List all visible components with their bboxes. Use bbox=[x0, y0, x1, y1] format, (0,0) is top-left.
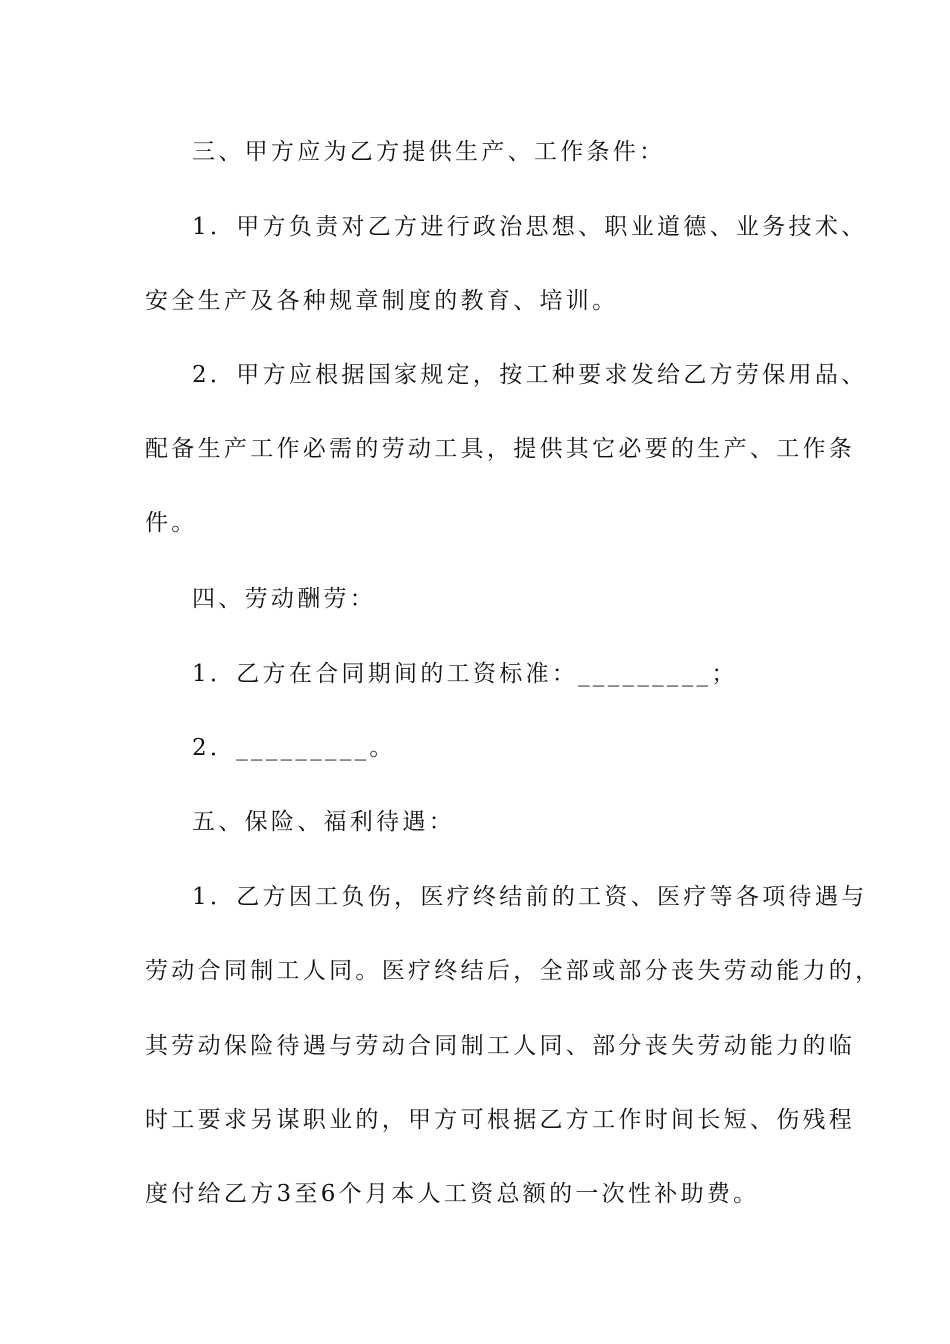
paragraph-line: 配备生产工作必需的劳动工具，提供其它必要的生产、工作条 bbox=[145, 436, 856, 462]
paragraph-line: 度付给乙方3至6个月本人工资总额的一次性补助费。 bbox=[145, 1181, 760, 1207]
paragraph-line: 时工要求另谋职业的，甲方可根据乙方工作时间长短、伤残程 bbox=[145, 1107, 856, 1133]
paragraph-line: 2．甲方应根据国家规定，按工种要求发给乙方劳保用品、 bbox=[192, 362, 868, 388]
paragraph-line: 安全生产及各种规章制度的教育、培训。 bbox=[145, 288, 619, 314]
section-heading-5: 五、保险、福利待遇： bbox=[192, 809, 455, 835]
paragraph-line: 1．乙方因工负伤，医疗终结前的工资、医疗等各项待遇与 bbox=[192, 884, 868, 910]
section-heading-4: 四、劳动酬劳： bbox=[192, 586, 377, 612]
section-heading-3: 三、甲方应为乙方提供生产、工作条件： bbox=[192, 139, 666, 165]
paragraph-line: 件。 bbox=[145, 510, 198, 536]
paragraph-line: 其劳动保险待遇与劳动合同制工人同、部分丧失劳动能力的临 bbox=[145, 1033, 856, 1059]
wage-standard-line: 1．乙方在合同期间的工资标准：_________； bbox=[192, 661, 738, 687]
blank-item-line: 2．_________。 bbox=[192, 735, 396, 761]
paragraph-line: 劳动合同制工人同。医疗终结后，全部或部分丧失劳动能力的， bbox=[145, 958, 882, 984]
paragraph-line: 1．甲方负责对乙方进行政治思想、职业道德、业务技术、 bbox=[192, 214, 868, 240]
